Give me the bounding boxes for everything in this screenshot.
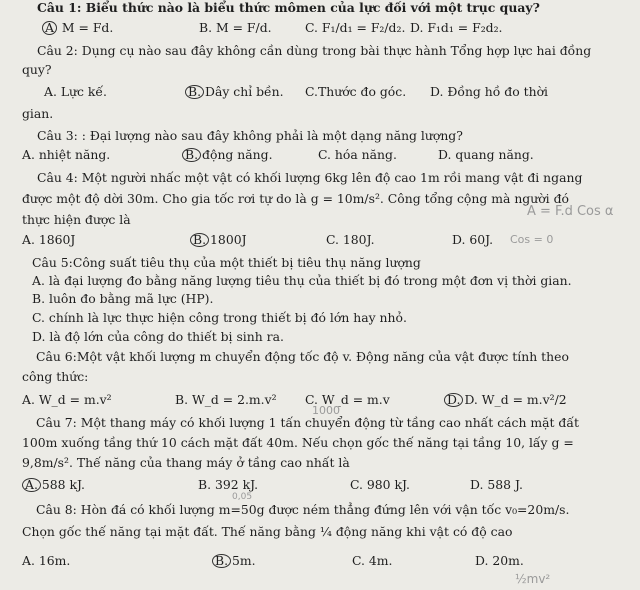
q5-option-c[interactable]: C. chính là lực thực hiện công trong thiết bị đó lớn hay nhỏ. (32, 310, 407, 325)
question-4-text-3: thực hiện được là (22, 212, 131, 227)
question-2-text-cont: quy? (22, 62, 52, 77)
q4-option-b-label: 1800J (210, 232, 247, 247)
question-6-text: Câu 6:Một vật khối lượng m chuyển động tốc độ v. Động năng của vật được tính theo (36, 349, 569, 364)
selected-mark-icon: A (42, 21, 57, 35)
q1-option-a-label: M = Fd. (57, 20, 114, 35)
q2-option-a[interactable]: A. Lực kế. (44, 84, 107, 99)
q1-option-b[interactable]: B. M = F/d. (199, 20, 272, 35)
q5-option-d[interactable]: D. là độ lớn của công do thiết bị sinh ra. (32, 329, 284, 344)
q6-option-c[interactable]: C. W_d = m.v (305, 392, 390, 407)
q3-option-d[interactable]: D. quang năng. (438, 147, 534, 162)
question-1-text: Câu 1: Biểu thức nào là biểu thức mômen của lực đối với một trục quay? (37, 0, 540, 15)
question-8-text: Câu 8: Hòn đá có khối lượng m=50g được ném thẳng đứng lên với vận tốc v₀=20m/s. (36, 502, 570, 517)
q6-option-a[interactable]: A. W_d = m.v² (22, 392, 112, 407)
q8-option-d[interactable]: D. 20m. (475, 553, 524, 568)
q2-option-b[interactable] (185, 84, 284, 100)
question-7-text: Câu 7: Một thang máy có khối lượng 1 tấn chuyển động từ tầng cao nhất cách mặt đất (36, 415, 579, 430)
selected-mark-icon: B. (212, 554, 231, 568)
selected-mark-icon: B. (190, 233, 209, 247)
q8-option-c[interactable]: C. 4m. (352, 553, 393, 568)
q3-option-b[interactable] (182, 147, 273, 163)
q1-option-c[interactable]: C. F₁/d₁ = F₂/d₂. (305, 20, 406, 35)
q1-option-a[interactable] (42, 20, 113, 36)
q3-option-b-label: động năng. (202, 147, 273, 162)
q6-option-b[interactable]: B. W_d = 2.m.v² (175, 392, 277, 407)
selected-mark-icon: B. (185, 85, 204, 99)
q7-option-a[interactable] (22, 477, 85, 493)
question-3-text: Câu 3: : Đại lượng nào sau đây không phải là một dạng năng lượng? (37, 128, 463, 143)
q4-option-d[interactable]: D. 60J. (452, 232, 494, 247)
q8-option-b-label: 5m. (232, 553, 256, 568)
q7-option-d[interactable]: D. 588 J. (470, 477, 523, 492)
q2-option-d[interactable]: D. Đồng hồ đo thời (430, 84, 549, 99)
q5-option-b[interactable]: B. luôn đo bằng mã lực (HP). (32, 291, 214, 306)
handwritten-note-3: 1000 (312, 404, 340, 417)
handwritten-note-5: ½mv² (515, 572, 551, 586)
question-6-text-2: công thức: (22, 369, 89, 384)
handwritten-note-2: Cos = 0 (510, 233, 554, 246)
question-7-text-2: 100m xuống tầng thứ 10 cách mặt đất 40m. Nếu chọn gốc thế năng tại tầng 10, lấy g = (22, 435, 574, 450)
question-4-text: Câu 4: Một người nhấc một vật có khối lượng 6kg lên độ cao 1m rồi mang vật đi ngang (37, 170, 583, 185)
q8-option-b[interactable] (212, 553, 256, 569)
question-2-text: Câu 2: Dụng cụ nào sau đây không cần dùng trong bài thực hành Tổng hợp lực hai đồng (37, 43, 592, 58)
selected-mark-icon: D. (444, 393, 463, 407)
q6-option-d[interactable] (444, 392, 567, 408)
q7-option-c[interactable]: C. 980 kJ. (350, 477, 410, 492)
q7-option-a-label: 588 kJ. (41, 477, 85, 492)
q6-option-d-label: D. W_d = m.v²/2 (464, 392, 567, 407)
q4-option-b[interactable] (190, 232, 247, 248)
q2-option-d-cont: gian. (22, 106, 54, 121)
handwritten-note-1: A = F.d Cos α (527, 204, 614, 219)
q3-option-c[interactable]: C. hóa năng. (318, 147, 397, 162)
q7-option-b[interactable]: B. 392 kJ. (198, 477, 259, 492)
q2-option-c[interactable]: C.Thước đo góc. (305, 84, 407, 99)
selected-mark-icon: A. (22, 478, 41, 492)
question-7-text-3: 9,8m/s². Thế năng của thang máy ở tầng cao nhất là (22, 455, 350, 470)
q3-option-a[interactable]: A. nhiệt năng. (22, 147, 111, 162)
q4-option-a[interactable]: A. 1860J (22, 232, 76, 247)
q5-option-a[interactable]: A. là đại lượng đo bằng năng lượng tiêu thụ của thiết bị đó trong một đơn vị thời gian. (32, 273, 572, 288)
question-4-text-2: được một độ dời 30m. Cho gia tốc rơi tự do là g = 10m/s². Công tổng cộng mà người đó (22, 191, 569, 206)
q8-option-a[interactable]: A. 16m. (22, 553, 71, 568)
handwritten-note-4: 0,05 (232, 492, 253, 502)
q2-option-b-label: Dây chỉ bền. (205, 84, 284, 99)
question-5-text: Câu 5:Công suất tiêu thụ của một thiết bị tiêu thụ năng lượng (32, 255, 421, 270)
selected-mark-icon: B. (182, 148, 201, 162)
q4-option-c[interactable]: C. 180J. (326, 232, 375, 247)
q1-option-d[interactable]: D. F₁d₁ = F₂d₂. (410, 20, 503, 35)
question-8-text-2: Chọn gốc thế năng tại mặt đất. Thế năng bằng ¼ động năng khi vật có độ cao (22, 524, 513, 539)
